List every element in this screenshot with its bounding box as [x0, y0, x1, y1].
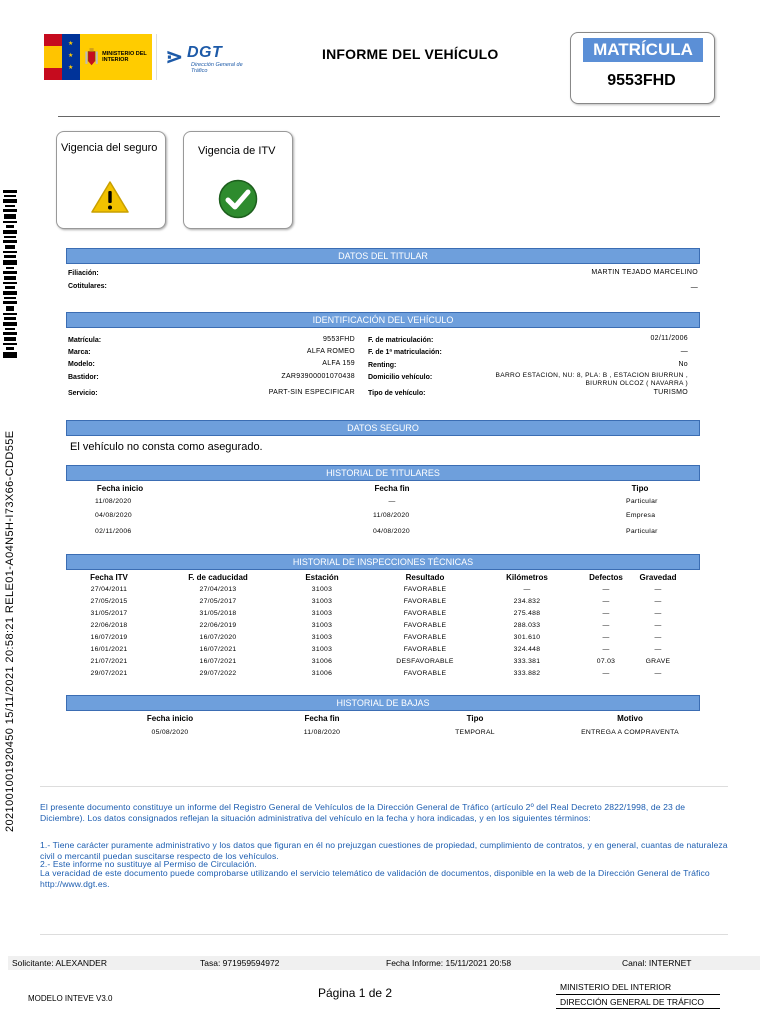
itv-card — [183, 131, 293, 229]
bajas-header: Tipo — [466, 714, 484, 723]
inspecciones-header: Defectos — [589, 573, 623, 582]
id-value: — — [680, 348, 688, 355]
legal-paragraph-2: 1.- Tiene carácter puramente administrativo y los datos que figuran en él no prejuzgan cuestiones de propiedad, cumplimiento de contratos, y en general, cuantas de naturaleza civil o mercantil puedan suscitarse respecto de los vehículos. — [40, 840, 728, 861]
id-value: ALFA 159 — [322, 360, 355, 367]
inspecciones-cell: — — [602, 610, 610, 617]
inspecciones-cell: 27/04/2013 — [199, 586, 237, 593]
domicilio-value-line2: BIURRUN OLCOZ ( NAVARRA ) — [585, 380, 688, 387]
inspecciones-cell: 31003 — [311, 622, 333, 629]
barcode-icon — [2, 190, 18, 360]
titulares-header: Tipo — [631, 484, 649, 493]
titulares-cell: Particular — [626, 528, 658, 535]
page-number: Página 1 de 2 — [318, 986, 393, 1000]
inspecciones-cell: FAVORABLE — [403, 670, 447, 677]
titulares-cell: Particular — [626, 498, 658, 505]
footer-underline — [556, 994, 720, 995]
dgt-logo — [156, 34, 243, 80]
inspecciones-cell: 16/07/2021 — [199, 658, 237, 665]
footer-solicitante: Solicitante: ALEXANDER — [12, 958, 107, 968]
inspecciones-cell: FAVORABLE — [403, 634, 447, 641]
inspecciones-cell: 31006 — [311, 670, 333, 677]
id-value: ALFA ROMEO — [306, 348, 355, 355]
titulares-cell: Empresa — [626, 512, 656, 519]
inspecciones-cell: GRAVE — [645, 658, 671, 665]
inspecciones-cell: — — [654, 634, 662, 641]
inspecciones-cell: FAVORABLE — [403, 598, 447, 605]
id-label: Tipo de vehículo: — [368, 390, 426, 397]
cotitulares-value: — — [690, 284, 698, 291]
footer-fecha-informe: Fecha Informe: 15/11/2021 20:58 — [386, 958, 512, 968]
id-label: F. de 1ª matriculación: — [368, 349, 442, 356]
check-icon — [218, 179, 258, 219]
inspecciones-cell: — — [654, 622, 662, 629]
id-label: Marca: — [68, 349, 91, 356]
inspecciones-cell: FAVORABLE — [403, 646, 447, 653]
id-value: TURISMO — [653, 389, 688, 396]
matricula-label: MATRÍCULA — [583, 38, 703, 62]
id-value: 02/11/2006 — [650, 335, 688, 342]
inspecciones-header: Resultado — [405, 573, 445, 582]
inspecciones-cell: 29/07/2021 — [90, 670, 128, 677]
inspecciones-cell: 301.610 — [513, 634, 541, 641]
dgt-logo-sub: Dirección General de Tráfico — [191, 62, 243, 74]
inspecciones-cell: 31003 — [311, 586, 333, 593]
inspecciones-cell: — — [654, 586, 662, 593]
inspecciones-cell: — — [602, 586, 610, 593]
inspecciones-header: Kilómetros — [506, 573, 548, 582]
titulares-header: Fecha fin — [374, 484, 410, 493]
id-label: Matrícula: — [68, 337, 102, 344]
id-value: ZAR93900001070438 — [281, 373, 355, 380]
cotitulares-label: Cotitulares: — [68, 283, 107, 290]
bajas-header: Motivo — [617, 714, 643, 723]
inspecciones-cell: 22/06/2019 — [199, 622, 237, 629]
dgt-mark-icon: ⋗ — [165, 44, 184, 69]
header-divider — [58, 116, 720, 117]
inspecciones-cell: 31003 — [311, 634, 333, 641]
legal-paragraph-3: 2.- Este informe no sustituye al Permiso de Circulación. — [40, 859, 257, 869]
spain-flag-icon — [44, 34, 62, 80]
inspecciones-cell: 31003 — [311, 598, 333, 605]
dgt-logo-text: DGT — [187, 44, 223, 61]
inspecciones-cell: 288.033 — [513, 622, 541, 629]
warning-icon — [90, 180, 130, 214]
inspecciones-cell: 07.03 — [596, 658, 616, 665]
inspecciones-cell: 31/05/2018 — [199, 610, 237, 617]
inspecciones-cell: 27/05/2015 — [90, 598, 128, 605]
inspecciones-cell: 16/07/2019 — [90, 634, 128, 641]
ministry-logo-text: MINISTERIO DEL INTERIOR — [102, 51, 147, 63]
section-header-titular: DATOS DEL TITULAR — [66, 248, 700, 264]
inspecciones-cell: 21/07/2021 — [90, 658, 128, 665]
id-label: Bastidor: — [68, 374, 99, 381]
titulares-header: Fecha inicio — [96, 484, 144, 493]
legal-paragraph-4: La veracidad de este documento puede comprobarse utilizando el servicio telemático de validación de documentos, disponible en la web de la Dirección General de Tráfico http://www.dgt.es. — [40, 868, 710, 889]
inspecciones-cell: FAVORABLE — [403, 622, 447, 629]
legal-paragraph-1: El presente documento constituye un informe del Registro General de Vehículos de la Dirección General de Tráfico (artículo 2º del Real Decreto 2822/1998, de 23 de Diciembre). Los datos consignados reflejan la situación administrativa del vehículo en la fecha y hora indicadas, y en los siguientes términos: — [40, 802, 686, 823]
inspecciones-cell: — — [602, 670, 610, 677]
itv-card-title: Vigencia de ITV — [198, 145, 276, 157]
titulares-cell: — — [388, 498, 396, 505]
titulares-cell: 02/11/2006 — [95, 528, 132, 535]
inspecciones-cell: 31003 — [311, 646, 333, 653]
side-verification-code: 20210010019204​50 15/11/2021 20:58:21 RELE01-A04N5H-I73X66-CDD55E — [4, 430, 16, 832]
footer-canal: Canal: INTERNET — [622, 958, 692, 968]
bajas-cell: ENTREGA A COMPRAVENTA — [581, 729, 679, 736]
inspecciones-cell: — — [602, 622, 610, 629]
inspecciones-cell: — — [654, 646, 662, 653]
inspecciones-cell: DESFAVORABLE — [396, 658, 454, 665]
inspecciones-cell: — — [523, 586, 531, 593]
footer-direccion: DIRECCIÓN GENERAL DE TRÁFICO — [560, 997, 705, 1007]
section-header-seguro: DATOS SEGURO — [66, 420, 700, 436]
inspecciones-cell: — — [654, 610, 662, 617]
titulares-cell: 11/08/2020 — [373, 512, 410, 519]
filiacion-label: Filiación: — [68, 270, 99, 277]
seguro-card-title: Vigencia del seguro — [61, 142, 158, 154]
bajas-header: Fecha fin — [304, 714, 340, 723]
inspecciones-cell: 234.832 — [513, 598, 541, 605]
id-value: PART-SIN ESPECIFICAR — [268, 389, 355, 396]
titulares-cell: 04/08/2020 — [373, 528, 411, 535]
inspecciones-cell: 333.882 — [513, 670, 541, 677]
inspecciones-cell: 275.488 — [513, 610, 541, 617]
footer-modelo: MODELO INTEVE V3.0 — [28, 994, 113, 1003]
bajas-header: Fecha inicio — [146, 714, 194, 723]
id-label: F. de matriculación: — [368, 337, 434, 344]
inspecciones-cell: — — [602, 646, 610, 653]
section-header-bajas: HISTORIAL DE BAJAS — [66, 695, 700, 711]
inspecciones-header: Fecha ITV — [90, 573, 128, 582]
footer-tasa: Tasa: 971959594972 — [200, 958, 280, 968]
inspecciones-cell: FAVORABLE — [403, 610, 447, 617]
section-header-titulares: HISTORIAL DE TITULARES — [66, 465, 700, 481]
matricula-value: 9553FHD — [607, 72, 676, 89]
inspecciones-cell: — — [602, 634, 610, 641]
id-value: 9553FHD — [322, 336, 355, 343]
inspecciones-cell: — — [654, 598, 662, 605]
inspecciones-cell: 31/05/2017 — [90, 610, 128, 617]
titulares-cell: 04/08/2020 — [95, 512, 133, 519]
inspecciones-header: Estación — [305, 573, 339, 582]
inspecciones-cell: 31003 — [311, 610, 333, 617]
inspecciones-cell: 333.381 — [513, 658, 541, 665]
inspecciones-cell: — — [654, 670, 662, 677]
inspecciones-header: Gravedad — [639, 573, 677, 582]
domicilio-value: BARRO ESTACION, NU: 8, PLA: B , ESTACION BIURRUN , — [495, 372, 688, 379]
bajas-cell: TEMPORAL — [455, 729, 495, 736]
seguro-text: El vehículo no consta como asegurado. — [70, 441, 263, 453]
document-title: INFORME DEL VEHÍCULO — [322, 46, 499, 62]
inspecciones-cell: 324.448 — [513, 646, 541, 653]
id-label: Domicilio vehículo: — [368, 374, 433, 381]
inspecciones-cell: 16/07/2021 — [199, 646, 237, 653]
inspecciones-cell: 16/07/2020 — [199, 634, 237, 641]
section-header-identificacion: IDENTIFICACIÓN DEL VEHÍCULO — [66, 312, 700, 328]
seguro-card — [56, 131, 166, 229]
legal-divider-top — [40, 786, 728, 787]
inspecciones-cell: 27/04/2011 — [90, 586, 128, 593]
footer-ministerio: MINISTERIO DEL INTERIOR — [560, 982, 672, 992]
inspecciones-cell: 27/05/2017 — [199, 598, 237, 605]
id-value: No — [678, 361, 688, 368]
bajas-cell: 05/08/2020 — [151, 729, 189, 736]
inspecciones-cell: — — [602, 598, 610, 605]
bajas-cell: 11/08/2020 — [303, 729, 341, 736]
coat-of-arms-icon — [84, 41, 99, 73]
inspecciones-cell: 29/07/2022 — [199, 670, 237, 677]
legal-divider-bottom — [40, 934, 728, 935]
footer-underline — [556, 1008, 720, 1009]
ministry-logo — [44, 34, 152, 80]
id-label: Modelo: — [68, 361, 95, 368]
inspecciones-header: F. de caducidad — [188, 573, 248, 582]
inspecciones-cell: 22/06/2018 — [90, 622, 128, 629]
inspecciones-cell: FAVORABLE — [403, 586, 447, 593]
id-label: Renting: — [368, 362, 397, 369]
titulares-cell: 11/08/2020 — [95, 498, 132, 505]
inspecciones-cell: 16/01/2021 — [90, 646, 128, 653]
eu-flag-icon: ★ ★ ★ — [62, 34, 80, 80]
inspecciones-cell: 31006 — [311, 658, 333, 665]
filiacion-value: MARTIN TEJADO MARCELINO — [591, 269, 698, 276]
section-header-inspecciones: HISTORIAL DE INSPECCIONES TÉCNICAS — [66, 554, 700, 570]
id-label: Servicio: — [68, 390, 98, 397]
